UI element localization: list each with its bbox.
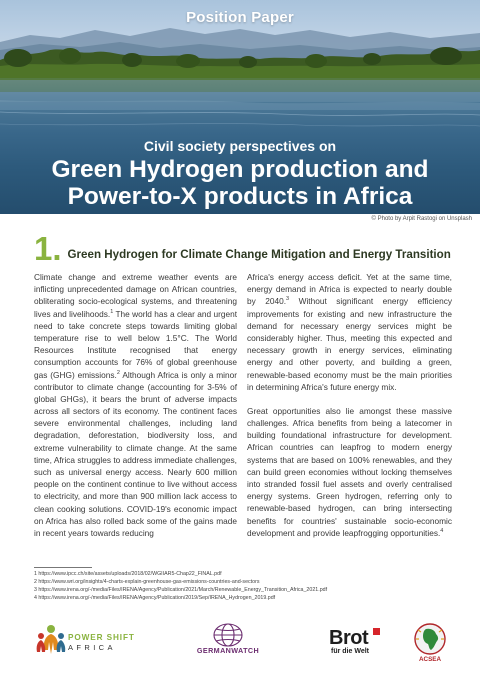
power-shift-africa-logo xyxy=(36,624,135,658)
footnote-link[interactable]: 4 https://www.irena.org/-/media/Files/IRENA/Agency/Publication/2019/Sep/IRENA_Hydrogen_2019.pdf xyxy=(34,594,276,601)
section-heading xyxy=(34,230,451,267)
brot-wordmark: Brot xyxy=(329,627,369,649)
footnotes xyxy=(34,571,327,603)
germanwatch-logo xyxy=(190,623,266,659)
section-title: Green Hydrogen for Climate Change Mitigation and Energy Transition xyxy=(67,248,451,261)
paragraph: Great opportunities also lie amongst these massive challenges. Africa benefits from being a latecomer in building foundational infrastructure for development. African countries can leapfrog to modern energy systems that are based on 100% renewables, and they can build green economies without locking themselves into stranded fossil fuel assets and overly centralised energy systems. Green hydrogen, referring only to renewable-based hydrogen, can bring intersecting benefits for countries' sustainable socio-economic development and provide leapfrogging opportunities.$^4$ xyxy=(247,405,452,538)
power-shift-africa-name: AFRICA xyxy=(68,643,116,652)
photo-credit: © Photo by Arpit Rastogi on Unsplash xyxy=(371,216,472,222)
footnote-link[interactable]: 2 https://www.wri.org/insights/4-charts-explain-greenhouse-gas-emissions-countries-and-sectors xyxy=(34,578,260,585)
cover-photo xyxy=(0,0,480,214)
africa-emblem-icon xyxy=(412,622,448,656)
page-title xyxy=(0,156,480,210)
partner-logos xyxy=(0,618,480,679)
people-icon xyxy=(36,624,66,658)
paragraph: Climate change and extreme weather events are inflicting unprecedented damage on African countries, obliterating socio-ecological systems, and threatening lives and livelihoods.$^1$ The world has a clear and urgent need to take concrete steps towards limiting global temperature rise to well below 1.5°C. The World Resources Institute recognised that energy consumption accounts for 76% of global greenhouse gas (GHG) emissions.$^2$ Although Africa is only a minor contributor to climate change (accounting for 3-5% of global GHGs), it bears the brunt of adverse impacts across all sectors of its economy. The continent faces severe environmental challenges, including land degradation, deforestation, biodiversity loss, and extreme vulnerability to climate change. At the same time, Africa struggles to address immediate challenges, such as universal energy access. Nearly 600 million people on the continent continue to live without access to electricity, and more than 900 million lack access to clean cooking solutions. COVID-19's economic impact on Africa has also rolled back some of the gains made in recent years towards reducing xyxy=(34,272,237,538)
red-dot-icon xyxy=(373,628,381,636)
footnote-ref: 1 xyxy=(110,308,114,315)
footnote-divider xyxy=(34,567,92,568)
footnote-ref: 3 xyxy=(286,296,290,303)
power-shift-name: POWER SHIFT xyxy=(68,633,135,642)
footnote-link[interactable]: 3 https://www.irena.org/-/media/Files/IRENA/Agency/Publication/2021/March/Renewable_Energy_Transition_Africa_2021.pdf xyxy=(34,586,328,593)
page-title-line-2: Power-to-X products in Africa xyxy=(67,183,413,210)
brot-tagline: für die Welt xyxy=(331,648,369,655)
germanwatch-name: GERMANWATCH xyxy=(196,646,260,655)
brot-fuer-die-welt-logo xyxy=(327,628,381,658)
body-column-left xyxy=(34,271,237,551)
page-subtitle: Civil society perspectives on xyxy=(143,138,337,154)
body-column-right xyxy=(247,271,452,551)
section-number: 1. xyxy=(34,230,62,267)
footnote-ref: 4 xyxy=(440,527,444,534)
paragraph: Africa's energy access deficit. Yet at the same time, energy demand in Africa is expected to nearly double by 2040.$^3$ Without significant energy efficiency improvements for existing and new infrastructure the demand for necessary energy services might be considerably higher. Thus, meeting this expected and necessary growth in energy services, eliminating energy and other poverty, and building a green, renewable-based economy must be the main priorities in determining Africa's future energy mix. xyxy=(247,272,452,392)
globe-icon xyxy=(190,623,266,647)
acsea-logo xyxy=(412,622,448,666)
footnote-ref: 2 xyxy=(116,369,120,376)
page-title-line-1: Green Hydrogen production and xyxy=(51,156,429,183)
document-type-label: Position Paper xyxy=(186,9,294,26)
acsea-name: ACSEA xyxy=(418,656,442,663)
footnote-link[interactable]: 1 https://www.ipcc.ch/site/assets/uploads/2018/02/WGIIAR5-Chap22_FINAL.pdf xyxy=(34,571,222,577)
